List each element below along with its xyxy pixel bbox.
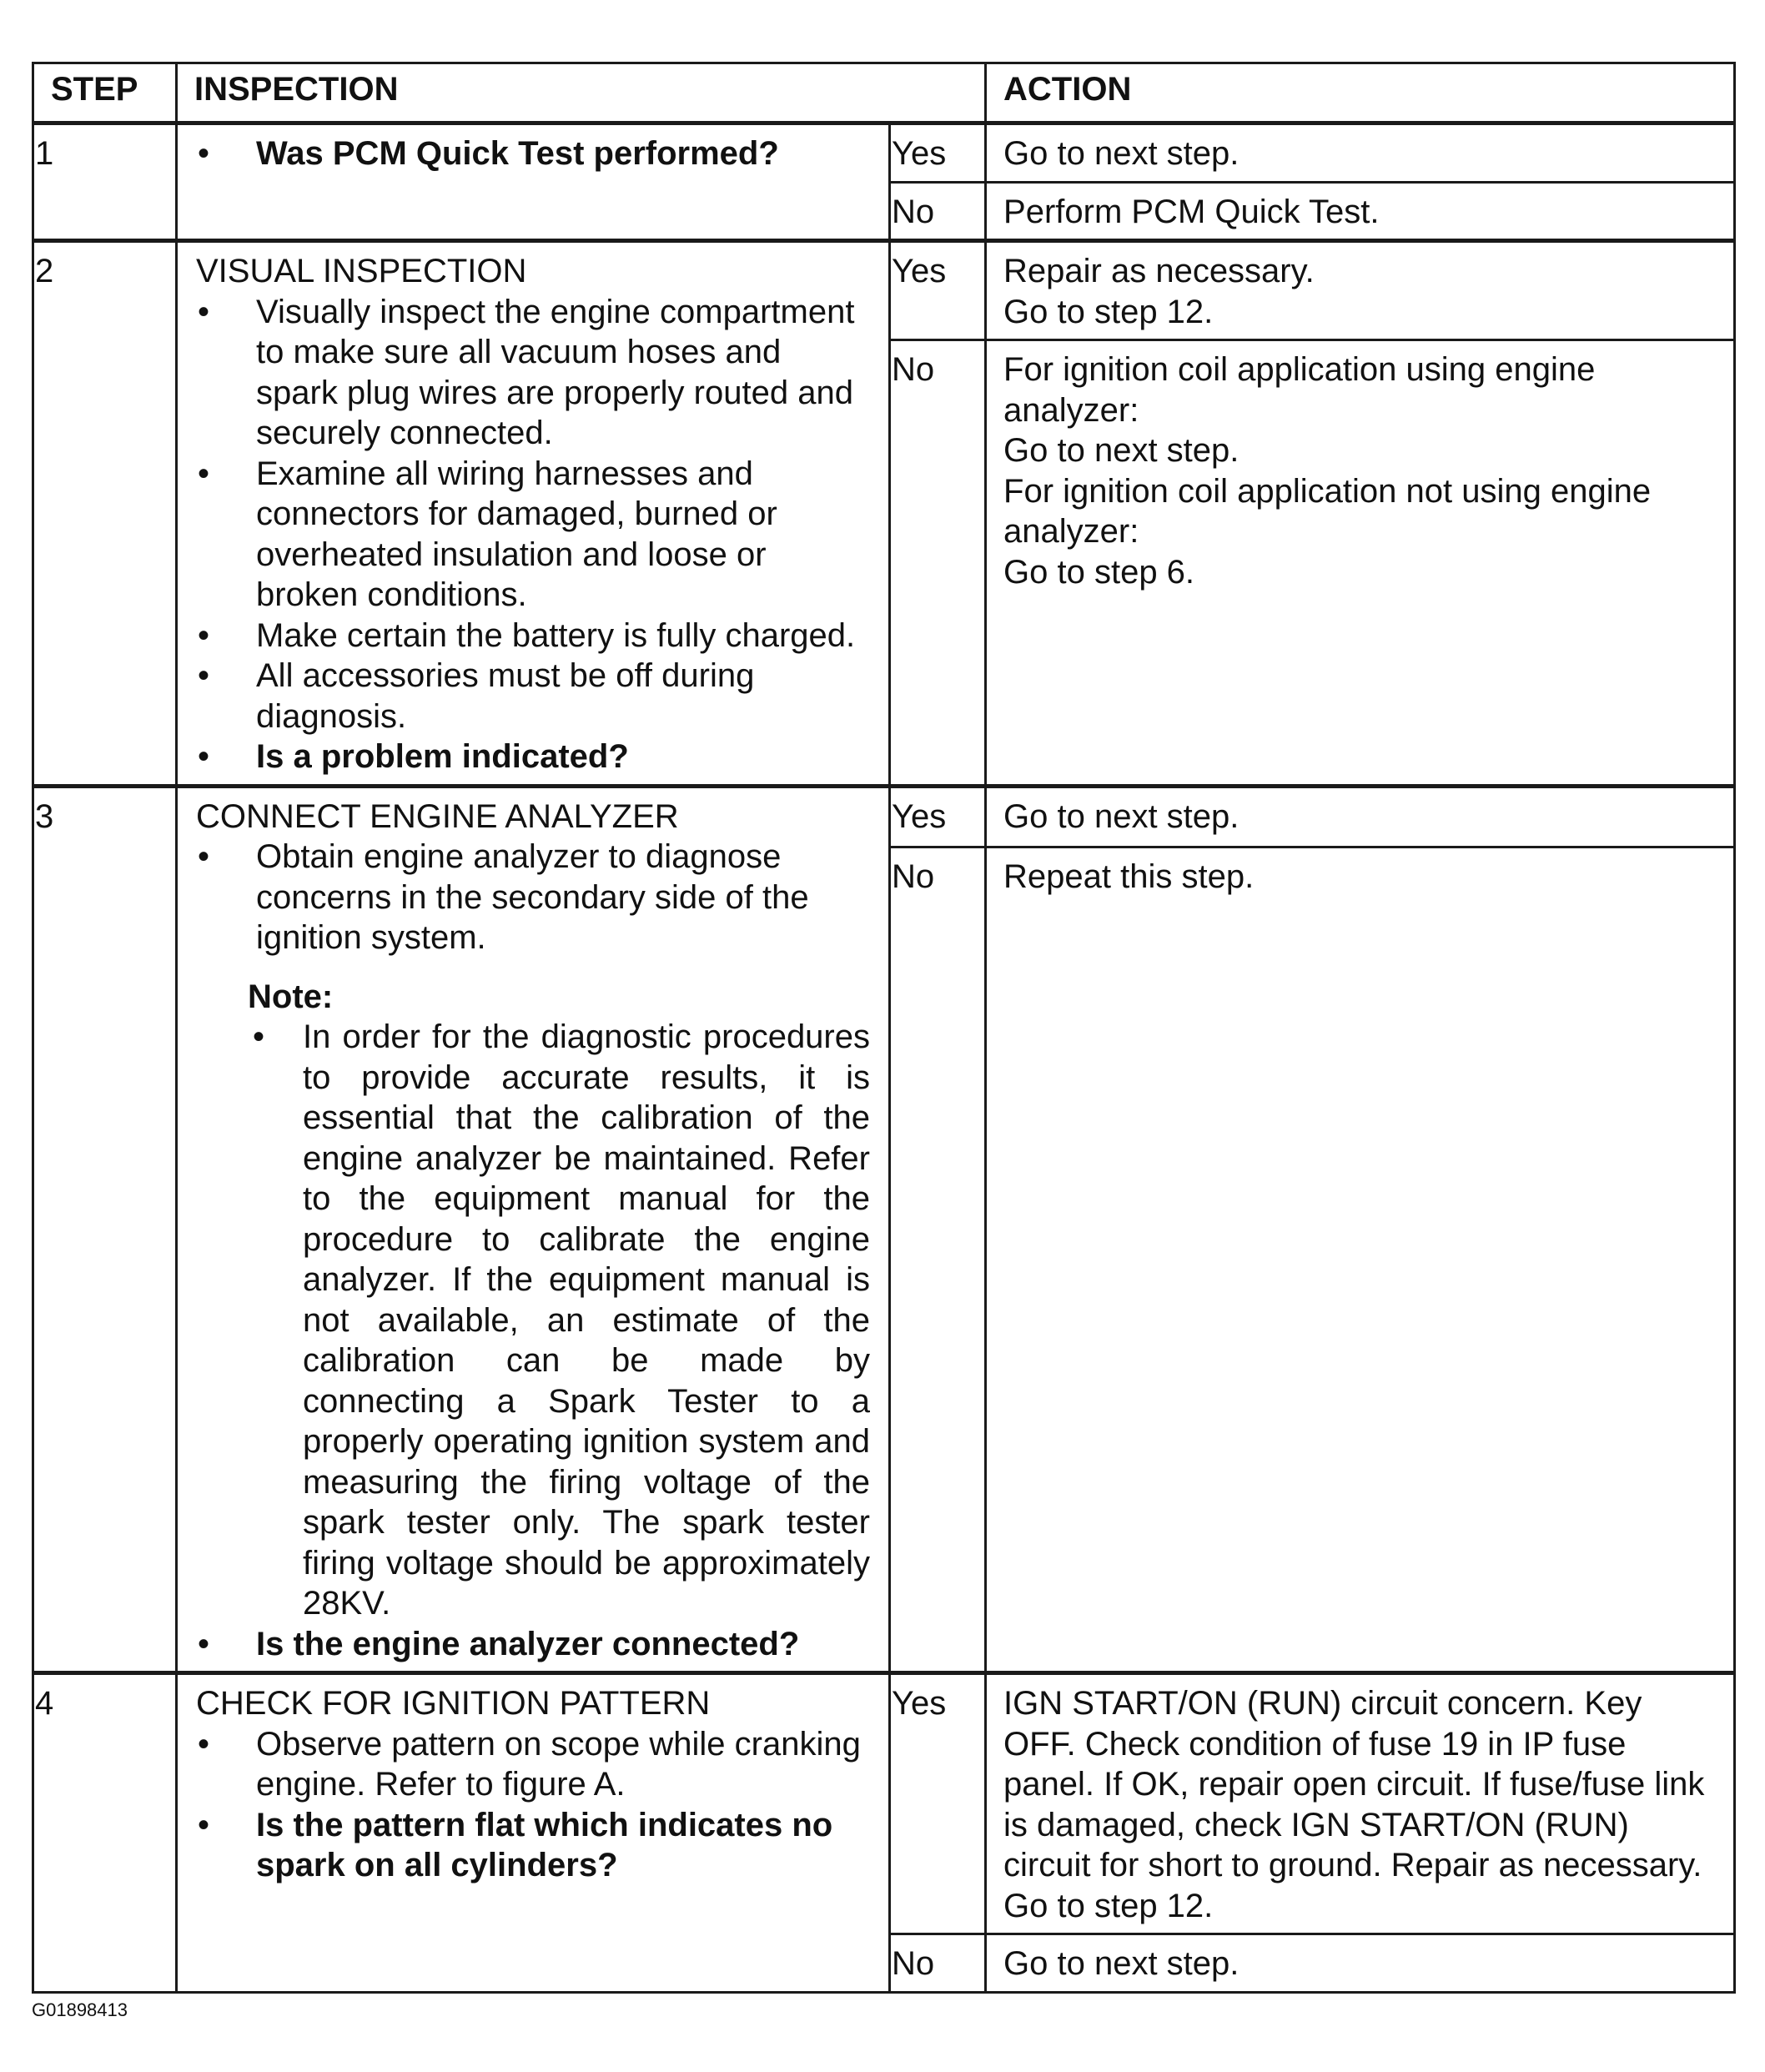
inspection-bullet: • All accessories must be off during diagnosis. [196,656,870,737]
inspection-cell [177,241,890,787]
inspection-question: • Is a problem indicated? [196,737,870,777]
no-action [986,340,1735,787]
step-number: 4 [33,1673,177,1993]
action-line: Go to next step. [1003,135,1240,172]
action-line: IGN START/ON (RUN) circuit concern. Key OFF. Check condition of fuse 19 in IP fuse panel. If OK, repair open circuit. If fuse/fuse link is damaged, check IGN START/ON (RUN) circuit for short to ground. Repair as necessary. [1003,1685,1705,1883]
step-4-yes-row [33,1673,1735,1934]
inspection-heading: CONNECT ENGINE ANALYZER [196,797,679,835]
inspection-cell [177,786,890,1673]
no-action [986,182,1735,241]
yes-label: Yes [890,241,986,340]
no-label: No [890,340,986,787]
action-line: Go to step 12. [1003,293,1214,330]
inspection-bullet: • Visually inspect the engine compartment to make sure all vacuum hoses and spark plug wires are properly routed and securely connected. [196,292,870,454]
inspection-heading: VISUAL INSPECTION [196,253,527,289]
yes-action [986,786,1735,847]
step-number: 3 [33,786,177,1673]
note-title: Note: [248,978,334,1015]
no-action [986,1934,1735,1993]
action-line: For ignition coil application using engine analyzer: [1003,351,1596,429]
action-line: Go to next step. [1003,432,1240,469]
yes-action [986,241,1735,340]
inspection-bullet: • Obtain engine analyzer to diagnose concerns in the secondary side of the ignition system. [196,837,870,958]
action-line: Go to next step. [1003,797,1240,835]
yes-label: Yes [890,123,986,183]
inspection-cell [177,1673,890,1993]
yes-label: Yes [890,786,986,847]
inspection-heading: CHECK FOR IGNITION PATTERN [196,1685,711,1722]
action-line: Perform PCM Quick Test. [1003,193,1380,230]
action-line: For ignition coil application not using engine analyzer: [1003,472,1652,550]
inspection-question: • Was PCM Quick Test performed? [196,133,870,174]
step-2-yes-row [33,241,1735,340]
diagnostic-table [32,62,1736,1994]
step-number: 2 [33,241,177,787]
action-line: Go to step 12. [1003,1887,1214,1924]
header-action: ACTION [986,63,1735,123]
no-label: No [890,1934,986,1993]
figure-code: G01898413 [32,1999,128,2020]
yes-action [986,123,1735,183]
action-line: Repair as necessary. [1003,253,1315,289]
yes-label: Yes [890,1673,986,1934]
inspection-bullet: • Examine all wiring harnesses and connectors for damaged, burned or overheated insulation and loose or broken conditions. [196,454,870,616]
step-3-yes-row [33,786,1735,847]
no-label: No [890,182,986,241]
inspection-cell [177,123,890,241]
action-line: Go to next step. [1003,1945,1240,1982]
inspection-bullet: • Make certain the battery is fully charged. [196,616,870,656]
no-label: No [890,847,986,1673]
yes-action [986,1673,1735,1934]
note-text: • In order for the diagnostic procedures to provide accurate results, it is essential that the calibration of the engine analyzer be maintained. Refer to the equipment manual for the procedure to calibrate the engine analyzer. If the equipment manual is not available, an estimate of the calibration can be made by connecting a Spark Tester to a properly operating ignition system and measuring the firing voltage of the spark tester only. The spark tester firing voltage should be approximately 28KV. [248,1017,870,1624]
header-inspection: INSPECTION [177,63,986,123]
inspection-question: • Is the pattern flat which indicates no spark on all cylinders? [196,1805,870,1886]
header-step: STEP [33,63,177,123]
step-number: 1 [33,123,177,241]
no-action [986,847,1735,1673]
step-1-yes-row [33,123,1735,183]
table-header-row [33,63,1735,123]
inspection-question: • Is the engine analyzer connected? [196,1624,870,1665]
action-line: Go to step 6. [1003,553,1195,591]
note-block [196,977,870,1624]
action-line: Repeat this step. [1003,857,1255,895]
inspection-bullet: • Observe pattern on scope while cranking engine. Refer to figure A. [196,1724,870,1805]
